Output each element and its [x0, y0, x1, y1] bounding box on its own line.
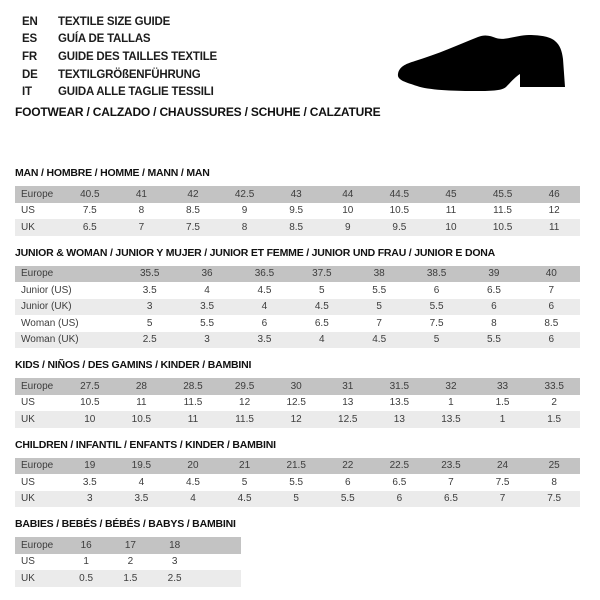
table-header-row	[15, 458, 580, 475]
row-label: Woman (UK)	[21, 334, 79, 346]
row-label: Junior (US)	[21, 284, 72, 296]
language-row	[22, 31, 217, 49]
size-value: 20	[187, 460, 199, 472]
row-label: UK	[21, 493, 35, 505]
size-value: 4	[204, 284, 210, 296]
size-value: 13	[393, 413, 405, 425]
size-table-children	[15, 458, 580, 508]
size-value: 13.5	[441, 413, 461, 425]
size-value: 38.5	[426, 268, 447, 280]
size-value: 4	[261, 301, 268, 313]
size-value: 35.5	[139, 268, 160, 280]
size-value: 4	[190, 493, 196, 505]
language-label: GUIDE DES TAILLES TEXTILE	[58, 50, 217, 63]
size-value	[197, 570, 241, 587]
size-value: 8	[551, 476, 557, 488]
row-label: US	[21, 397, 35, 409]
size-value: 6	[261, 317, 268, 329]
size-value: 25	[548, 460, 560, 472]
size-value: 9	[241, 205, 248, 217]
size-value: 10	[445, 221, 457, 233]
size-value: 0.5	[79, 572, 94, 584]
size-value: 31	[342, 380, 354, 392]
size-value: 3.5	[82, 476, 97, 488]
section-man	[15, 168, 585, 236]
table-row	[15, 219, 580, 236]
size-value: 8.5	[186, 205, 200, 217]
size-value: 28.5	[183, 380, 203, 392]
size-value: 5.5	[340, 493, 355, 505]
size-value: 8.5	[289, 221, 304, 233]
size-value: 6	[491, 301, 497, 313]
size-value: 3.5	[200, 301, 215, 313]
size-value: 36	[201, 268, 213, 280]
size-value: 4.5	[314, 301, 329, 313]
size-value: 4.5	[257, 284, 272, 296]
size-value: 1.5	[495, 397, 510, 409]
table-row	[15, 282, 580, 299]
size-value: 17	[124, 539, 136, 551]
size-value: 10.5	[131, 413, 152, 425]
size-value: 24	[496, 460, 509, 472]
section-title: MAN / HOMBRE / HOMME / MANN / MAN	[15, 167, 210, 179]
size-value: 7	[376, 317, 382, 329]
size-value: 6.5	[392, 476, 407, 488]
size-value: 45	[445, 188, 457, 200]
table-header-row	[15, 186, 580, 203]
language-label: GUÍA DE TALLAS	[58, 33, 151, 46]
size-value: 8	[491, 317, 497, 329]
section-title: JUNIOR & WOMAN / JUNIOR Y MUJER / JUNIOR ET FEMME / JUNIOR UND FRAU / JUNIOR E DONA	[15, 246, 496, 259]
size-value: 4.5	[237, 493, 252, 505]
size-table-kids	[15, 378, 580, 428]
size-value: 11.5	[493, 205, 512, 217]
size-value: 5	[241, 476, 248, 488]
size-value: 7.5	[186, 221, 200, 233]
row-label: US	[21, 556, 35, 568]
section-kids	[15, 360, 585, 428]
size-value: 3	[171, 556, 178, 568]
size-value: 5	[376, 301, 382, 313]
size-value: 11	[548, 221, 560, 233]
size-value: 27.5	[80, 380, 100, 392]
size-value	[197, 554, 241, 571]
language-label: GUIDA ALLE TAGLIE TESSILI	[58, 86, 214, 99]
size-value: 9.5	[392, 221, 407, 233]
section-title: BABIES / BEBÉS / BÉBÉS / BABYS / BAMBINI	[15, 518, 236, 530]
size-value: 7.5	[82, 205, 97, 217]
size-value: 7.5	[495, 476, 510, 488]
size-value: 5.5	[429, 301, 444, 313]
size-value: 19.5	[131, 460, 152, 472]
row-label: UK	[21, 413, 35, 425]
table-row	[15, 554, 241, 571]
size-value: 6	[548, 334, 555, 346]
size-value: 4.5	[186, 476, 200, 488]
section-babies	[15, 519, 585, 587]
size-value: 11.5	[183, 397, 203, 409]
row-label: Europe	[21, 460, 54, 472]
table-row	[15, 570, 241, 587]
size-value: 36.5	[254, 268, 275, 280]
size-value: 33.5	[544, 380, 564, 392]
size-value: 6.5	[314, 317, 329, 329]
size-value: 12.5	[338, 413, 358, 425]
size-value: 3	[87, 493, 93, 505]
size-value: 8.5	[544, 317, 559, 329]
size-value: 7	[499, 493, 506, 505]
size-value: 5	[433, 334, 440, 346]
size-value: 5.5	[486, 334, 501, 346]
size-value: 2	[551, 397, 557, 409]
table-row	[15, 315, 580, 332]
row-label: Woman (US)	[21, 317, 79, 329]
language-label: TEXTILGRÖßENFÜHRUNG	[58, 68, 201, 81]
size-value: 7	[548, 284, 555, 296]
row-label: Europe	[21, 268, 54, 280]
size-value: 12	[548, 205, 560, 217]
size-value: 2	[127, 556, 134, 568]
size-value: 7.5	[429, 317, 444, 329]
size-value: 22	[342, 460, 354, 472]
size-table-babies	[15, 537, 241, 587]
size-value: 11	[187, 413, 199, 425]
language-code: IT	[22, 86, 32, 99]
size-value: 5	[146, 317, 153, 329]
size-value: 11	[445, 205, 457, 217]
language-row	[22, 83, 217, 101]
size-value: 10.5	[80, 397, 100, 409]
size-value: 21	[239, 460, 251, 472]
row-label: Europe	[21, 539, 54, 551]
size-value: 7.5	[547, 493, 562, 505]
size-value: 44	[342, 188, 354, 200]
language-code: FR	[22, 50, 37, 63]
language-code: EN	[22, 15, 38, 28]
language-row	[22, 13, 217, 31]
size-value: 6.5	[82, 221, 97, 233]
size-value: 40	[545, 268, 557, 280]
size-value: 39	[488, 268, 500, 280]
size-value: 10.5	[389, 205, 410, 217]
language-row	[22, 48, 217, 66]
table-header-row	[15, 537, 241, 554]
size-value: 1.5	[547, 413, 562, 425]
size-value: 4	[138, 476, 145, 488]
size-value: 7	[138, 221, 145, 233]
language-row	[22, 66, 217, 84]
size-table-man	[15, 186, 580, 236]
size-value: 44.5	[389, 188, 410, 200]
size-value: 18	[169, 539, 181, 551]
size-value: 1	[499, 413, 506, 425]
language-code: DE	[22, 68, 38, 81]
size-value: 28	[135, 380, 147, 392]
section-title: KIDS / NIÑOS / DES GAMINS / KINDER / BAMBINI	[15, 359, 252, 371]
size-value: 38	[373, 268, 385, 280]
section-title: CHILDREN / INFANTIL / ENFANTS / KINDER / BAMBINI	[15, 438, 276, 451]
size-value: 9	[344, 221, 351, 233]
size-value: 23.5	[441, 460, 461, 472]
size-value: 4.5	[372, 334, 387, 346]
size-value: 1	[448, 397, 454, 409]
size-value: 11.5	[235, 413, 254, 425]
size-value: 6	[344, 476, 351, 488]
size-value: 1.5	[123, 572, 138, 584]
size-value: 10	[342, 205, 354, 217]
size-value: 3	[146, 301, 153, 313]
size-value: 5.5	[289, 476, 304, 488]
size-value: 3.5	[142, 284, 157, 296]
size-table-junior-woman	[15, 266, 580, 349]
size-value: 41	[135, 188, 147, 200]
size-value: 9.5	[289, 205, 304, 217]
size-value: 22.5	[389, 460, 410, 472]
table-header-row	[15, 378, 580, 395]
section-children	[15, 440, 585, 508]
size-value: 8	[138, 205, 145, 217]
size-value: 16	[80, 539, 92, 551]
table-row	[15, 299, 580, 316]
row-label: Europe	[21, 380, 54, 392]
size-value: 5.5	[372, 284, 387, 296]
table-row	[15, 203, 580, 220]
section-junior-woman	[15, 248, 585, 349]
size-value: 40.5	[80, 188, 100, 200]
category-title: FOOTWEAR / CALZADO / CHAUSSURES / SCHUHE / CALZATURE	[15, 105, 381, 119]
row-label: Europe	[21, 188, 54, 200]
size-value: 12	[290, 413, 302, 425]
size-value: 6.5	[486, 284, 501, 296]
language-label: TEXTILE SIZE GUIDE	[58, 15, 171, 28]
size-value: 13.5	[389, 397, 410, 409]
size-value: 13	[342, 397, 354, 409]
size-value: 33	[496, 380, 509, 392]
row-label: UK	[21, 221, 35, 233]
size-value: 6.5	[444, 493, 458, 505]
size-value: 6	[433, 284, 440, 296]
row-label: US	[21, 205, 35, 217]
size-value: 7	[448, 476, 454, 488]
size-value: 10	[84, 413, 96, 425]
table-row	[15, 411, 580, 428]
size-value: 42.5	[234, 188, 255, 200]
size-value: 43	[290, 188, 302, 200]
size-value: 5	[319, 284, 325, 296]
size-value: 19	[84, 460, 96, 472]
size-value: 11	[136, 397, 147, 409]
size-value: 45.5	[492, 188, 513, 200]
size-value: 5	[293, 493, 299, 505]
size-value: 5.5	[200, 317, 215, 329]
size-value: 3.5	[134, 493, 149, 505]
table-row	[15, 474, 580, 491]
row-label: Junior (UK)	[21, 301, 72, 313]
table-header-row	[15, 266, 580, 283]
size-value: 6	[548, 301, 555, 313]
size-value: 2.5	[142, 334, 157, 346]
size-value: 42	[187, 188, 199, 200]
size-value	[197, 537, 241, 554]
size-value: 21.5	[286, 460, 306, 472]
size-value: 1	[83, 556, 89, 568]
size-value: 32	[445, 380, 457, 392]
size-value: 3	[204, 334, 210, 346]
size-value: 12.5	[286, 397, 306, 409]
size-value: 4	[319, 334, 325, 346]
size-value: 31.5	[389, 380, 410, 392]
size-value: 2.5	[167, 572, 182, 584]
size-tables	[15, 168, 585, 599]
size-value: 29.5	[234, 380, 255, 392]
size-value: 37.5	[312, 268, 332, 280]
language-list	[22, 13, 217, 101]
size-value: 12	[239, 397, 251, 409]
table-row	[15, 332, 580, 349]
size-value: 3.5	[257, 334, 272, 346]
language-code: ES	[22, 33, 37, 46]
table-row	[15, 395, 580, 412]
size-value: 6	[396, 493, 403, 505]
row-label: UK	[21, 572, 35, 584]
size-value: 10.5	[492, 221, 513, 233]
row-label: US	[21, 476, 35, 488]
dress-shoe-icon	[393, 26, 575, 100]
table-row	[15, 491, 580, 508]
size-value: 46	[548, 188, 560, 200]
size-value: 8	[241, 221, 248, 233]
size-value: 30	[290, 380, 302, 392]
